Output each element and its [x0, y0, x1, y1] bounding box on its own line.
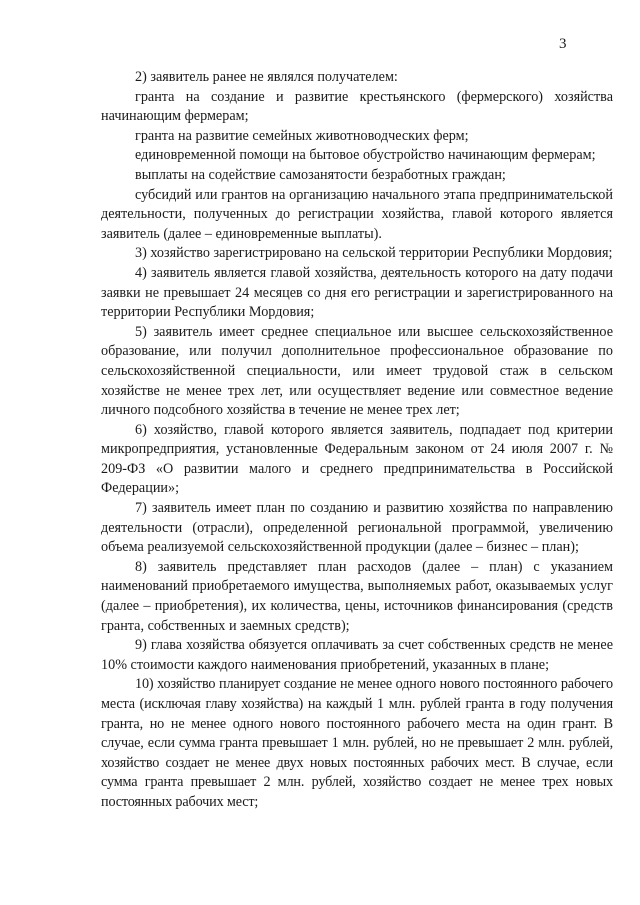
paragraph-one-time-help: единовременной помощи на бытовое обустройство начинающим фермерам; — [135, 147, 596, 164]
paragraph-item-3: 3) хозяйство зарегистрировано на сельской территории Республики Мордовия; — [135, 245, 613, 262]
paragraph-item-6: 6) хозяйство, главой которого является заявитель, подпадает под критерии микропредприятия, установленные Федеральным законом от 24 июля 2007 г. № 209-ФЗ «О развитии малого и среднего предпринимательства в Российской Федерации»; — [101, 421, 613, 497]
paragraph-item-9: 9) глава хозяйства обязуется оплачивать за счет собственных средств не менее 10% стоимости каждого наименования приобретений, указанных в плане; — [101, 637, 613, 673]
paragraph-item-4: 4) заявитель является главой хозяйства, деятельность которого на дату подачи заявки не превышает 24 месяцев со дня его регистрации и зарегистрированного на территории Республики Мордовия; — [101, 264, 613, 321]
paragraph-subsidies: субсидий или грантов на организацию начального этапа предпринимательской деятельности, полученных до регистрации хозяйства, главой которого является заявитель (далее – единовременные выплаты). — [101, 186, 613, 242]
paragraph-item-2: 2) заявитель ранее не являлся получателем: — [135, 69, 398, 85]
paragraph-item-10: 10) хозяйство планирует создание не менее одного нового постоянного рабочего места (исключая главу хозяйства) на каждый 1 млн. рублей гранта в году получения гранта, но не менее одного нового постоянного рабочего места на один грант. В случае, если сумма гранта превышает 1 млн. рублей, но не превышает 2 млн. рублей, хозяйство создает не менее двух новых постоянных рабочих мест. В случае, если сумма гранта превышает 2 млн. рублей, хозяйство создает не менее трех новых постоянных рабочих мест; — [101, 676, 613, 810]
paragraph-item-8: 8) заявитель представляет план расходов (далее – план) с указанием наименований приобретаемого имущества, выполняемых работ, оказываемых услуг (далее – приобретения), их количества, цены, источников финансирования (средств гранта, собственных и заемных средств); — [101, 558, 613, 634]
page-number: 3 — [559, 36, 567, 52]
paragraph-self-employment: выплаты на содействие самозанятости безработных граждан; — [135, 166, 506, 183]
paragraph-item-5: 5) заявитель имеет среднее специальное или высшее сельскохозяйственное образование, или получил дополнительное профессиональное образование по сельскохозяйственной специальности, или имеет трудовой стаж в сельском хозяйстве не менее трех лет, или осуществляет ведение или совместное ведение личного подсобного хозяйства в течение не менее трех лет; — [101, 323, 613, 419]
document-body — [101, 68, 613, 813]
paragraph-item-7: 7) заявитель имеет план по созданию и развитию хозяйства по направлению деятельности (отрасли), определенной региональной программой, увеличению объема реализуемой сельскохозяйственной продукции (далее – бизнес – план); — [101, 500, 613, 556]
paragraph-grant-farmers: гранта на создание и развитие крестьянского (фермерского) хозяйства начинающим фермерам; — [101, 88, 613, 125]
paragraph-grant-family-farms: гранта на развитие семейных животноводческих ферм; — [135, 127, 469, 144]
